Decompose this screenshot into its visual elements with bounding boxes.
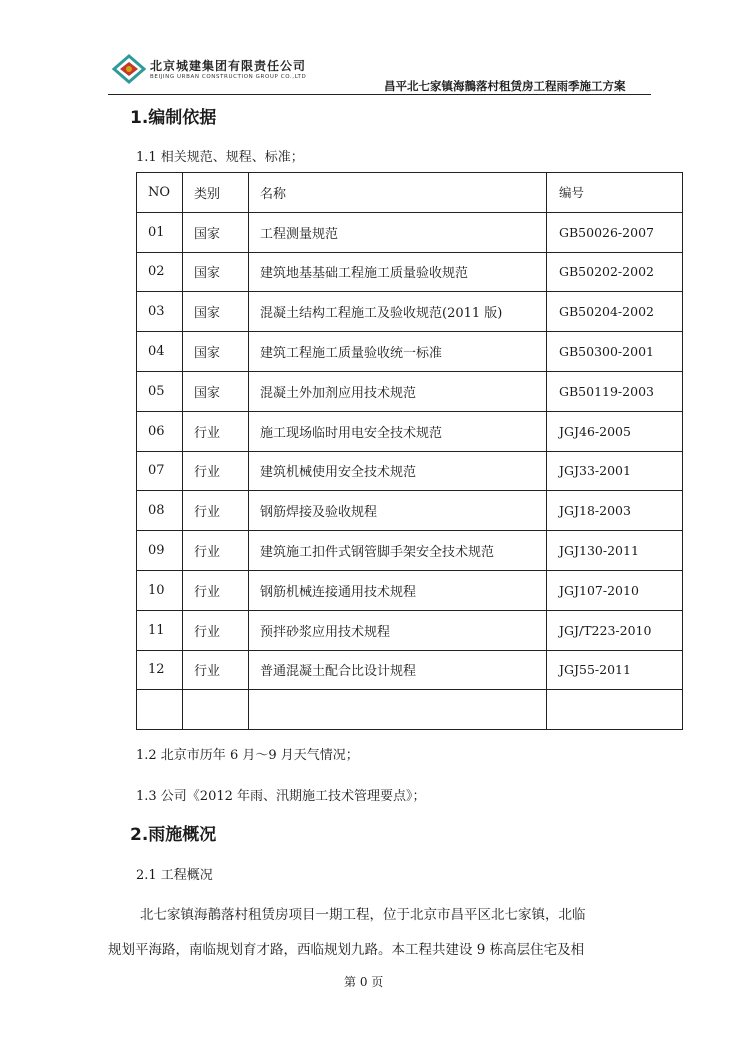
table-row [137,531,683,571]
cell-category: 国家 [183,252,249,292]
company-name-en: BEIJING URBAN CONSTRUCTION GROUP CO.,LTD [150,74,307,80]
header-rule [108,94,651,95]
body-paragraph-line1: 北七家镇海鶄落村租赁房项目一期工程，位于北京市昌平区北七家镇，北临 [140,907,586,923]
company-name-cn: 北京城建集团有限责任公司 [150,59,307,73]
cell-category [183,690,249,730]
table-row [137,332,683,372]
cell-code: JGJ46-2005 [547,411,683,451]
cell-code: JGJ107-2010 [547,570,683,610]
cell-no: 12 [137,650,183,690]
company-emblem-icon [112,54,146,84]
cell-no: 01 [137,212,183,252]
table-row [137,292,683,332]
cell-no [137,690,183,730]
cell-code: JGJ/T223-2010 [547,610,683,650]
cell-name: 普通混凝土配合比设计规程 [249,650,547,690]
cell-no: 02 [137,252,183,292]
table-header-row [137,173,683,213]
section1-sub2: 1.2 北京市历年 6 月～9 月天气情况； [136,748,359,763]
table-row [137,570,683,610]
cell-code: GB50204-2002 [547,292,683,332]
cell-name: 混凝土结构工程施工及验收规范(2011 版) [249,292,547,332]
company-logo [112,54,332,88]
standards-table [136,172,683,730]
cell-name: 建筑地基基础工程施工质量验收规范 [249,252,547,292]
table-row [137,650,683,690]
cell-code: GB50026-2007 [547,212,683,252]
cell-code: GB50119-2003 [547,371,683,411]
table-row [137,491,683,531]
cell-name: 名称 [249,173,547,213]
table-row [137,252,683,292]
cell-category: 行业 [183,451,249,491]
cell-name: 钢筋焊接及验收规程 [249,491,547,531]
table-row [137,451,683,491]
table-row [137,212,683,252]
cell-code: GB50300-2001 [547,332,683,372]
cell-no: 06 [137,411,183,451]
table-row [137,371,683,411]
cell-name: 建筑工程施工质量验收统一标准 [249,332,547,372]
cell-category: 国家 [183,371,249,411]
cell-name [249,690,547,730]
cell-code: GB50202-2002 [547,252,683,292]
cell-code: JGJ130-2011 [547,531,683,571]
cell-category: 国家 [183,292,249,332]
cell-no: 08 [137,491,183,531]
standards-table-body [137,173,683,730]
cell-no: 04 [137,332,183,372]
cell-no: 05 [137,371,183,411]
cell-name: 工程测量规范 [249,212,547,252]
cell-name: 预拌砂浆应用技术规程 [249,610,547,650]
cell-no: 09 [137,531,183,571]
cell-code [547,690,683,730]
cell-category: 行业 [183,610,249,650]
cell-category: 行业 [183,650,249,690]
cell-code: JGJ33-2001 [547,451,683,491]
cell-category: 国家 [183,332,249,372]
cell-category: 国家 [183,212,249,252]
table-row [137,411,683,451]
cell-name: 施工现场临时用电安全技术规范 [249,411,547,451]
cell-category: 行业 [183,531,249,571]
page-number: 第 0 页 [344,975,384,989]
cell-no: 10 [137,570,183,610]
cell-code: JGJ18-2003 [547,491,683,531]
section1-sub3: 1.3 公司《2012 年雨、汛期施工技术管理要点》； [136,789,426,804]
section2-heading: 2.雨施概况 [130,825,217,845]
cell-no: 11 [137,610,183,650]
cell-category: 行业 [183,570,249,610]
cell-name: 混凝土外加剂应用技术规范 [249,371,547,411]
body-paragraph-line2: 规划平海路，南临规划育才路，西临规划九路。本工程共建设 9 栋高层住宅及相 [108,942,585,958]
cell-no: NO [137,173,183,213]
section1-sub1: 1.1 相关规范、规程、标准； [136,150,304,165]
document-title: 昌平北七家镇海鶄落村租赁房工程雨季施工方案 [384,79,626,93]
cell-category: 行业 [183,491,249,531]
cell-code: JGJ55-2011 [547,650,683,690]
cell-name: 钢筋机械连接通用技术规程 [249,570,547,610]
cell-name: 建筑施工扣件式钢管脚手架安全技术规范 [249,531,547,571]
cell-code: 编号 [547,173,683,213]
section2-sub1: 2.1 工程概况 [136,868,213,883]
cell-no: 03 [137,292,183,332]
cell-no: 07 [137,451,183,491]
section1-heading: 1.编制依据 [130,108,217,128]
cell-category: 行业 [183,411,249,451]
table-row [137,610,683,650]
cell-category: 类别 [183,173,249,213]
cell-name: 建筑机械使用安全技术规范 [249,451,547,491]
table-row [137,690,683,730]
